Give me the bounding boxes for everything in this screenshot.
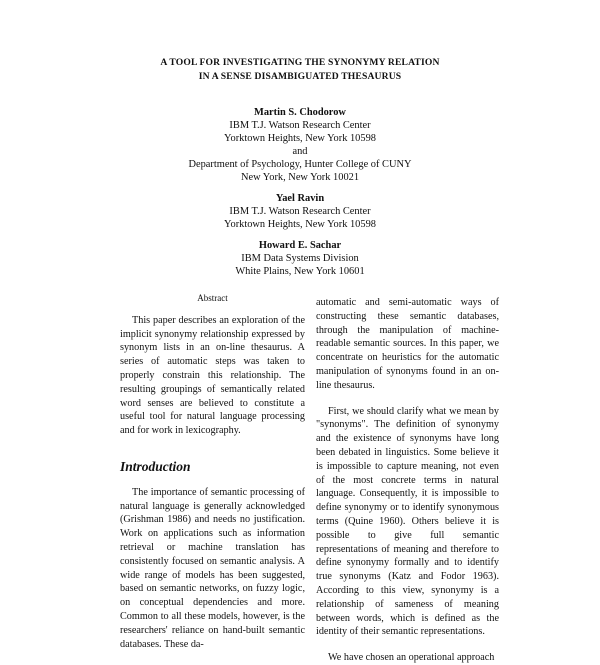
title-line-2: IN A SENSE DISAMBIGUATED THESAURUS [198, 71, 402, 82]
author-name: Martin S. Chodorow [254, 107, 346, 118]
right-paragraph-3: We have chosen an operational approach [328, 652, 495, 664]
author-name: Yael Ravin [275, 193, 325, 204]
author-block [0, 106, 600, 278]
introduction-text: The importance of semantic processing of natural language is generally acknowledged (Grishman 1986) and needs no justification. Work on applications such as information retrieval or machine translation has consistently focused on semantic analysis. A wide range of models has been suggested, based on semantic networks, on fuzzy logic, on conceptual dependencies and more. Common to all these models, however, is the researchers' reliance on hand-built semantic databases. These da- [120, 486, 305, 650]
affiliation-line: and [292, 146, 308, 157]
paper-title [0, 56, 600, 84]
title-line-1: A TOOL FOR INVESTIGATING THE SYNONYMY RELATION [160, 57, 440, 68]
abstract-text: This paper describes an exploration of the implicit synonymy relationship expressed by synonym lists in an on-line thesaurus. A series of automatic steps was taken to properly constrain this relationship. The resulting groupings of semantically related word senses are believed to constitute a useful tool for natural language processing and for work in lexicography. [120, 314, 305, 437]
affiliation-line: New York, New York 10021 [240, 172, 360, 183]
abstract-heading: Abstract [197, 293, 228, 303]
affiliation-line: IBM T.J. Watson Research Center [229, 120, 371, 131]
introduction-heading: Introduction [120, 458, 191, 474]
right-paragraph-1: automatic and semi-automatic ways of constructing these semantic databases, through the manipulation of machine-readable semantic sources. In this paper, we concentrate on heuristics for the automatic manipulation of synonyms found in an on-line thesaurus. [316, 297, 499, 391]
affiliation-line: White Plains, New York 10601 [235, 266, 365, 277]
affiliation-line: Yorktown Heights, New York 10598 [224, 219, 376, 230]
author-name: Howard E. Sachar [258, 240, 342, 251]
affiliation-line: Department of Psychology, Hunter College of CUNY [188, 159, 412, 170]
affiliation-line: IBM T.J. Watson Research Center [229, 206, 371, 217]
right-paragraph-2: First, we should clarify what we mean by "synonyms". The definition of synonymy and the existence of synonyms have long been debated in linguistics. Some believe it is impossible to capture meaning, not even of the most concrete terms in natural language. Consequently, it is impossible to define synonymy or to identify synonymous terms (Quine 1960). Others believe it is possible to give full semantic representations of meaning and therefore to define synonymy formally and to identify true synonyms (Katz and Fodor 1963). According to this view, synonymy is a relationship of sameness of meaning between words, which is defined as the identity of their semantic representations. [316, 405, 499, 638]
affiliation-line: Yorktown Heights, New York 10598 [224, 133, 376, 144]
right-column [316, 296, 499, 665]
left-column [120, 292, 305, 651]
affiliation-line: IBM Data Systems Division [241, 253, 359, 264]
